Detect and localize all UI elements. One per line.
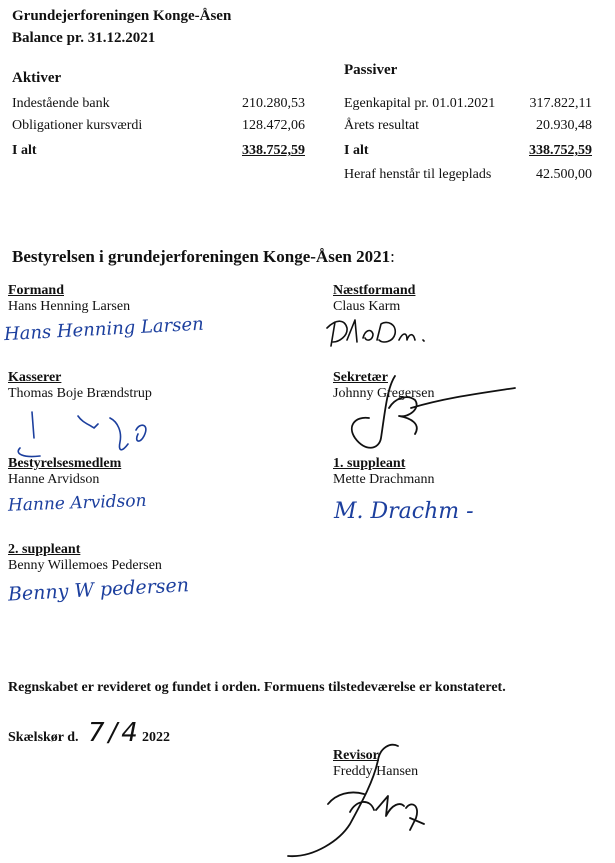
svg-text:Hanne Arvidson: Hanne Arvidson xyxy=(7,490,147,516)
board-heading-colon: : xyxy=(390,247,395,266)
assets-row-value: 128.472,06 xyxy=(242,118,305,133)
signature-board-member xyxy=(6,486,176,520)
liabilities-row-value: 20.930,48 xyxy=(536,118,592,133)
assets-heading: Aktiver xyxy=(12,70,62,86)
name-treasurer: Thomas Boje Brændstrup xyxy=(8,386,152,401)
assets-row-label: Obligationer kursværdi xyxy=(12,118,143,133)
role-second-alternate: 2. suppleant xyxy=(8,542,81,557)
signature-auditor xyxy=(280,740,440,862)
assets-row-value: 210.280,53 xyxy=(242,96,305,111)
svg-text:M. Drachm -: M. Drachm - xyxy=(334,499,474,524)
signature-chairman xyxy=(2,312,205,346)
name-vice-chairman: Claus Karm xyxy=(333,299,401,314)
role-vice-chairman: Næstformand xyxy=(333,283,416,298)
board-heading-text: Bestyrelsen i grundejerforeningen Konge-Åsen 2021 xyxy=(12,247,391,266)
name-board-member: Hanne Arvidson xyxy=(8,472,100,487)
signature-first-alternate xyxy=(330,488,480,530)
organization-name: Grundejerforeningen Konge-Åsen xyxy=(12,8,232,24)
name-chairman: Hans Henning Larsen xyxy=(8,299,131,314)
place-label: Skælskør d. xyxy=(8,730,79,745)
audit-statement: Regnskabet er revideret og fundet i orden. Formuens tilstedeværelse er konstateret. xyxy=(8,680,506,695)
liabilities-heading: Passiver xyxy=(344,62,398,78)
liabilities-row-value: 317.822,11 xyxy=(529,96,592,111)
role-secretary: Sekretær xyxy=(333,370,388,385)
role-board-member: Bestyrelsesmedlem xyxy=(8,456,122,471)
handwritten-date: 7/4 xyxy=(88,718,142,748)
svg-text:Benny W pedersen: Benny W pedersen xyxy=(7,574,190,606)
role-first-alternate: 1. suppleant xyxy=(333,456,406,471)
date-year: 2022 xyxy=(142,730,170,745)
role-chairman: Formand xyxy=(8,283,64,298)
liabilities-row-label: Årets resultat xyxy=(344,118,420,133)
playground-reserve-label: Heraf henstår til legeplads xyxy=(344,167,492,182)
signature-secretary xyxy=(325,368,525,458)
assets-row-label: Indestående bank xyxy=(12,96,110,111)
role-treasurer: Kasserer xyxy=(8,370,62,385)
liabilities-total-label: I alt xyxy=(344,143,369,158)
liabilities-row-label: Egenkapital pr. 01.01.2021 xyxy=(344,96,496,111)
liabilities-total-value: 338.752,59 xyxy=(529,143,592,158)
role-auditor: Revisor xyxy=(333,748,379,763)
board-heading xyxy=(12,247,395,267)
assets-total-value: 338.752,59 xyxy=(242,143,305,158)
signature-second-alternate xyxy=(6,572,196,610)
assets-total-label: I alt xyxy=(12,143,37,158)
document-title: Balance pr. 31.12.2021 xyxy=(12,30,156,46)
signature-treasurer xyxy=(10,402,160,462)
name-secretary: Johnny Gregersen xyxy=(333,386,435,401)
name-second-alternate: Benny Willemoes Pedersen xyxy=(8,558,162,573)
name-first-alternate: Mette Drachmann xyxy=(333,472,435,487)
name-auditor: Freddy Hansen xyxy=(333,764,419,779)
svg-text:Hans Henning Larsen: Hans Henning Larsen xyxy=(3,313,205,346)
signature-vice-chairman xyxy=(325,312,435,352)
playground-reserve-value: 42.500,00 xyxy=(536,167,592,182)
